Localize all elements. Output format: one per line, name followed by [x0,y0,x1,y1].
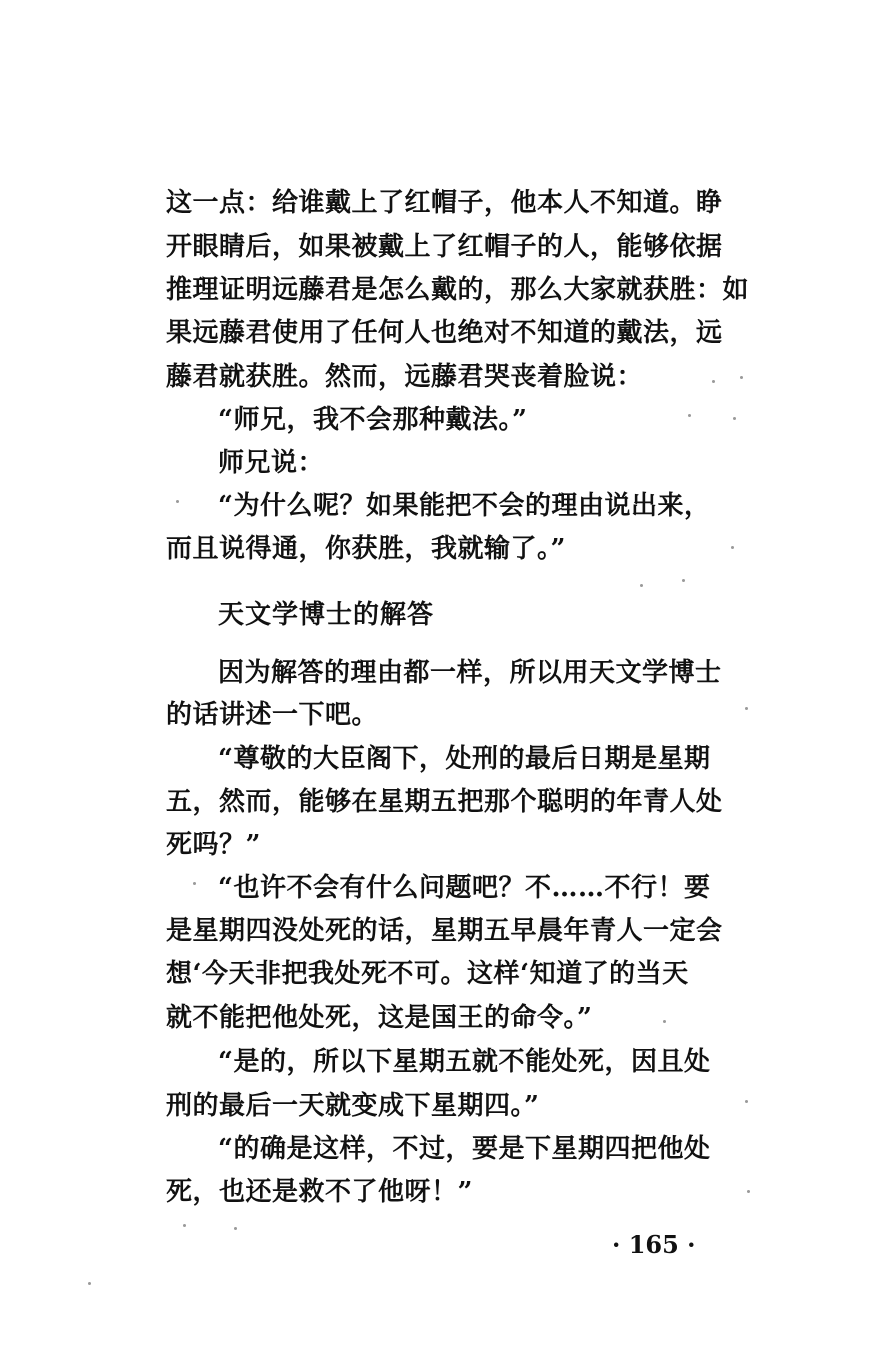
text-line: 刑的最后一天就变成下星期四。” [166,1091,540,1121]
scan-speck [731,546,734,549]
scan-speck [688,414,691,417]
scan-speck [682,579,685,582]
text-line: 死吗？” [166,830,261,860]
text-line: 死，也还是救不了他呀！” [166,1177,473,1207]
text-line: 的话讲述一下吧。 [166,700,379,730]
scan-speck [176,500,179,503]
scan-speck [640,584,643,587]
scan-speck [193,882,196,885]
text-line: 果远藤君使用了任何人也绝对不知道的戴法，远 [166,318,723,348]
text-line: 开眼睛后，如果被戴上了红帽子的人，能够依据 [166,232,723,262]
scan-speck [747,1190,750,1193]
scan-speck [745,1100,748,1103]
text-line: 这一点：给谁戴上了红帽子，他本人不知道。睁 [166,188,723,218]
text-line: “也许不会有什么问题吧？不……不行！要 [218,873,711,903]
text-line: 因为解答的理由都一样，所以用天文学博士 [218,658,722,688]
text-line: 是星期四没处死的话，星期五早晨年青人一定会 [166,916,723,946]
scan-speck [740,376,743,379]
section-heading: 天文学博士的解答 [218,600,435,630]
scan-speck [733,417,736,420]
scan-speck [88,1282,91,1285]
scan-speck [745,707,748,710]
scan-speck [663,1020,666,1023]
page-number: · 165 · [612,1230,696,1259]
text-line: 而且说得通，你获胜，我就输了。” [166,534,566,564]
scan-speck [234,1227,237,1230]
text-line: 就不能把他处死，这是国王的命令。” [166,1003,593,1033]
text-line: “为什么呢？如果能把不会的理由说出来， [218,491,711,521]
text-line: 推理证明远藤君是怎么戴的，那么大家就获胜：如 [166,275,750,305]
scan-speck [712,380,715,383]
text-line: 藤君就获胜。然而，远藤君哭丧着脸说： [166,362,644,392]
text-line: “师兄，我不会那种戴法。” [218,405,528,435]
text-line: “是的，所以下星期五就不能处死，因且处 [218,1047,711,1077]
text-line: “的确是这样，不过，要是下星期四把他处 [218,1134,711,1164]
text-line: 五，然而，能够在星期五把那个聪明的年青人处 [166,787,723,817]
text-line: 师兄说： [218,448,325,478]
text-line: 想‘今天非把我处死不可。这样‘知道了的当天 [166,959,689,989]
text-line: “尊敬的大臣阁下，处刑的最后日期是星期 [218,744,711,774]
scan-speck [183,1224,186,1227]
